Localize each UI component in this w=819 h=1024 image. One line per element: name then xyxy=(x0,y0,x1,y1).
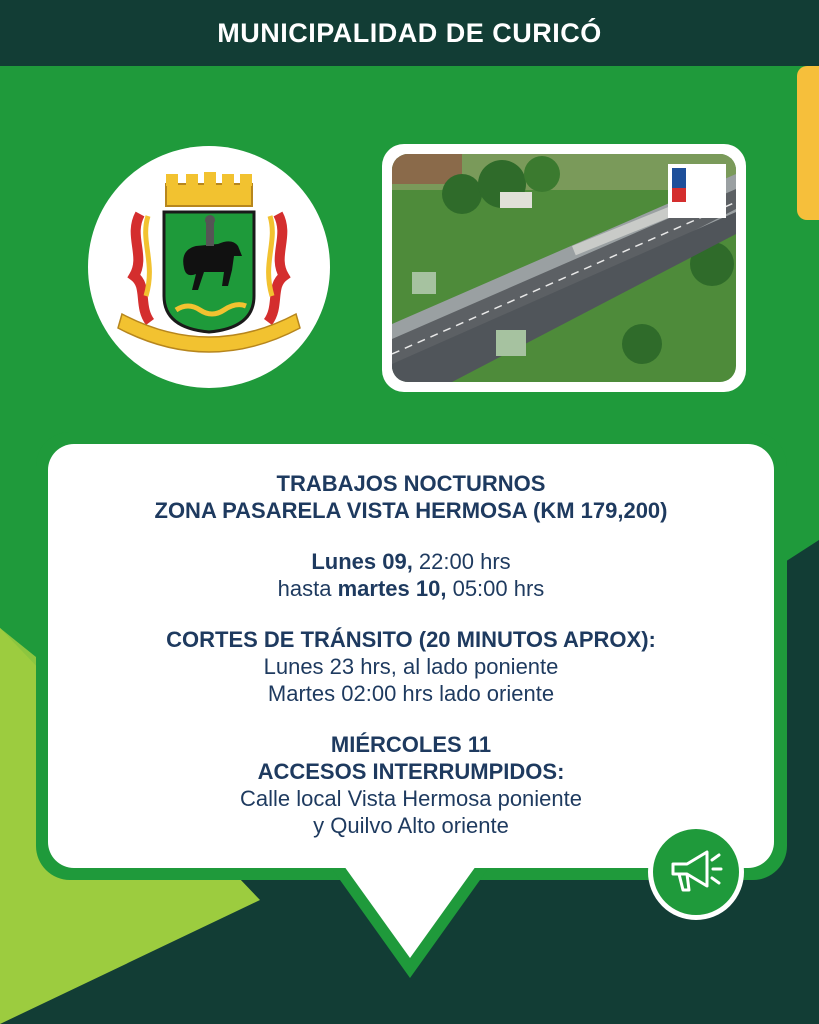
schedule-start xyxy=(48,548,774,575)
megaphone-badge xyxy=(648,824,744,920)
notice-text xyxy=(48,470,774,839)
coat-of-arms-icon xyxy=(88,146,330,388)
schedule-end xyxy=(48,575,774,602)
header-bar xyxy=(0,0,819,66)
cuts-line1: Lunes 23 hrs, al lado poniente xyxy=(263,654,559,679)
notice-title-line1: TRABAJOS NOCTURNOS xyxy=(276,471,546,496)
wednesday-line2: y Quilvo Alto oriente xyxy=(313,813,509,838)
schedule-end-prefix: hasta xyxy=(277,576,338,601)
schedule-end-time: 05:00 hrs xyxy=(446,576,545,601)
wednesday-line1: Calle local Vista Hermosa poniente xyxy=(240,786,582,811)
header-title: MUNICIPALIDAD DE CURICÓ xyxy=(217,17,602,48)
cuts-heading: CORTES DE TRÁNSITO (20 MINUTOS APROX): xyxy=(166,627,656,652)
cuts-line2: Martes 02:00 hrs lado oriente xyxy=(267,681,555,706)
wednesday-heading2: ACCESOS INTERRUMPIDOS: xyxy=(257,759,565,784)
wednesday-heading1: MIÉRCOLES 11 xyxy=(330,732,492,757)
accent-tab xyxy=(797,66,819,220)
highway-aerial-photo xyxy=(392,154,736,382)
schedule-start-day: Lunes 09, xyxy=(311,549,413,574)
megaphone-icon xyxy=(665,846,727,898)
schedule-start-time: 22:00 hrs xyxy=(412,549,511,574)
schedule-end-day: martes 10, xyxy=(337,576,447,601)
speech-bubble-pointer xyxy=(330,866,490,978)
crest-badge xyxy=(88,146,330,388)
notice-title-line2: ZONA PASARELA VISTA HERMOSA (KM 179,200) xyxy=(154,498,668,523)
